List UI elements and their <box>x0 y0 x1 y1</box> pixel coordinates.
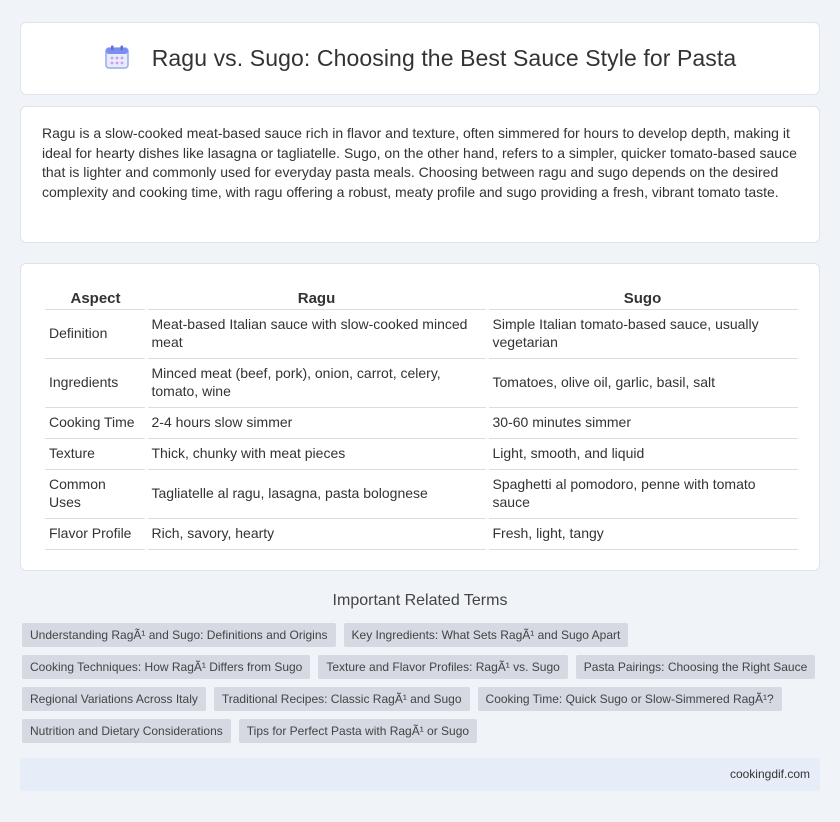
related-term-tag[interactable]: Texture and Flavor Profiles: RagÃ¹ vs. Sugo <box>318 655 567 679</box>
related-term-tag[interactable]: Pasta Pairings: Choosing the Right Sauce <box>576 655 815 679</box>
header-aspect: Aspect <box>45 284 146 309</box>
table-cell-aspect: Ingredients <box>45 358 146 407</box>
table-cell-ragu: Meat-based Italian sauce with slow-cooked minced meat <box>146 309 487 358</box>
page-title: Ragu vs. Sugo: Choosing the Best Sauce Style for Pasta <box>151 45 737 71</box>
table-cell-aspect: Flavor Profile <box>45 518 146 549</box>
related-term-tag[interactable]: Key Ingredients: What Sets RagÃ¹ and Sugo Apart <box>344 623 629 647</box>
table-cell-ragu: Minced meat (beef, pork), onion, carrot, celery, tomato, wine <box>146 358 487 407</box>
related-term-tag[interactable]: Regional Variations Across Italy <box>22 687 206 711</box>
footer <box>20 758 820 791</box>
comparison-table <box>45 284 798 550</box>
comparison-card <box>20 263 820 571</box>
table-cell-ragu: Tagliatelle al ragu, lasagna, pasta bolognese <box>146 469 487 518</box>
table-cell-sugo: Tomatoes, olive oil, garlic, basil, salt <box>487 358 798 407</box>
table-row <box>45 358 798 407</box>
table-cell-aspect: Definition <box>45 309 146 358</box>
related-term-tag[interactable]: Cooking Time: Quick Sugo or Slow-Simmered RagÃ¹? <box>478 687 782 711</box>
calendar-icon <box>104 44 130 70</box>
table-row <box>45 518 798 549</box>
table-cell-sugo: Light, smooth, and liquid <box>487 438 798 469</box>
header-ragu: Ragu <box>146 284 487 309</box>
table-cell-aspect: Texture <box>45 438 146 469</box>
intro-text: Ragu is a slow-cooked meat-based sauce rich in flavor and texture, often simmered for hours to develop depth, making it ideal for hearty dishes like lasagna or tagliatelle. Sugo, on the other hand, refers to a simpler, quicker tomato-based sauce that is lighter and commonly used for everyday pasta meals. Choosing between ragu and sugo depends on the desired complexity and cooking time, with ragu offering a robust, meaty profile and sugo providing a fresh, vibrant tomato taste. <box>42 125 797 200</box>
table-cell-sugo: Fresh, light, tangy <box>487 518 798 549</box>
header-card <box>20 22 820 95</box>
table-cell-sugo: Simple Italian tomato-based sauce, usually vegetarian <box>487 309 798 358</box>
related-term-tag[interactable]: Cooking Techniques: How RagÃ¹ Differs from Sugo <box>22 655 310 679</box>
intro-card <box>20 106 820 243</box>
table-row <box>45 469 798 518</box>
related-terms-list <box>22 623 812 751</box>
table-cell-aspect: Common Uses <box>45 469 146 518</box>
tag-row <box>22 687 812 711</box>
table-cell-sugo: Spaghetti al pomodoro, penne with tomato sauce <box>487 469 798 518</box>
table-row <box>45 309 798 358</box>
table-row <box>45 438 798 469</box>
table-cell-ragu: Thick, chunky with meat pieces <box>146 438 487 469</box>
table-cell-aspect: Cooking Time <box>45 407 146 438</box>
related-term-tag[interactable]: Understanding RagÃ¹ and Sugo: Definitions and Origins <box>22 623 336 647</box>
table-header-row <box>45 284 798 309</box>
table-row <box>45 407 798 438</box>
table-cell-ragu: Rich, savory, hearty <box>146 518 487 549</box>
tag-row <box>22 719 812 743</box>
table-cell-ragu: 2-4 hours slow simmer <box>146 407 487 438</box>
table-cell-sugo: 30-60 minutes simmer <box>487 407 798 438</box>
header-sugo: Sugo <box>487 284 798 309</box>
related-term-tag[interactable]: Traditional Recipes: Classic RagÃ¹ and Sugo <box>214 687 470 711</box>
footer-site-link[interactable]: cookingdif.com <box>729 767 810 781</box>
tag-row <box>22 655 812 679</box>
related-term-tag[interactable]: Tips for Perfect Pasta with RagÃ¹ or Sugo <box>239 719 477 743</box>
tag-row <box>22 623 812 647</box>
related-term-tag[interactable]: Nutrition and Dietary Considerations <box>22 719 231 743</box>
related-terms-title: Important Related Terms <box>332 592 508 609</box>
